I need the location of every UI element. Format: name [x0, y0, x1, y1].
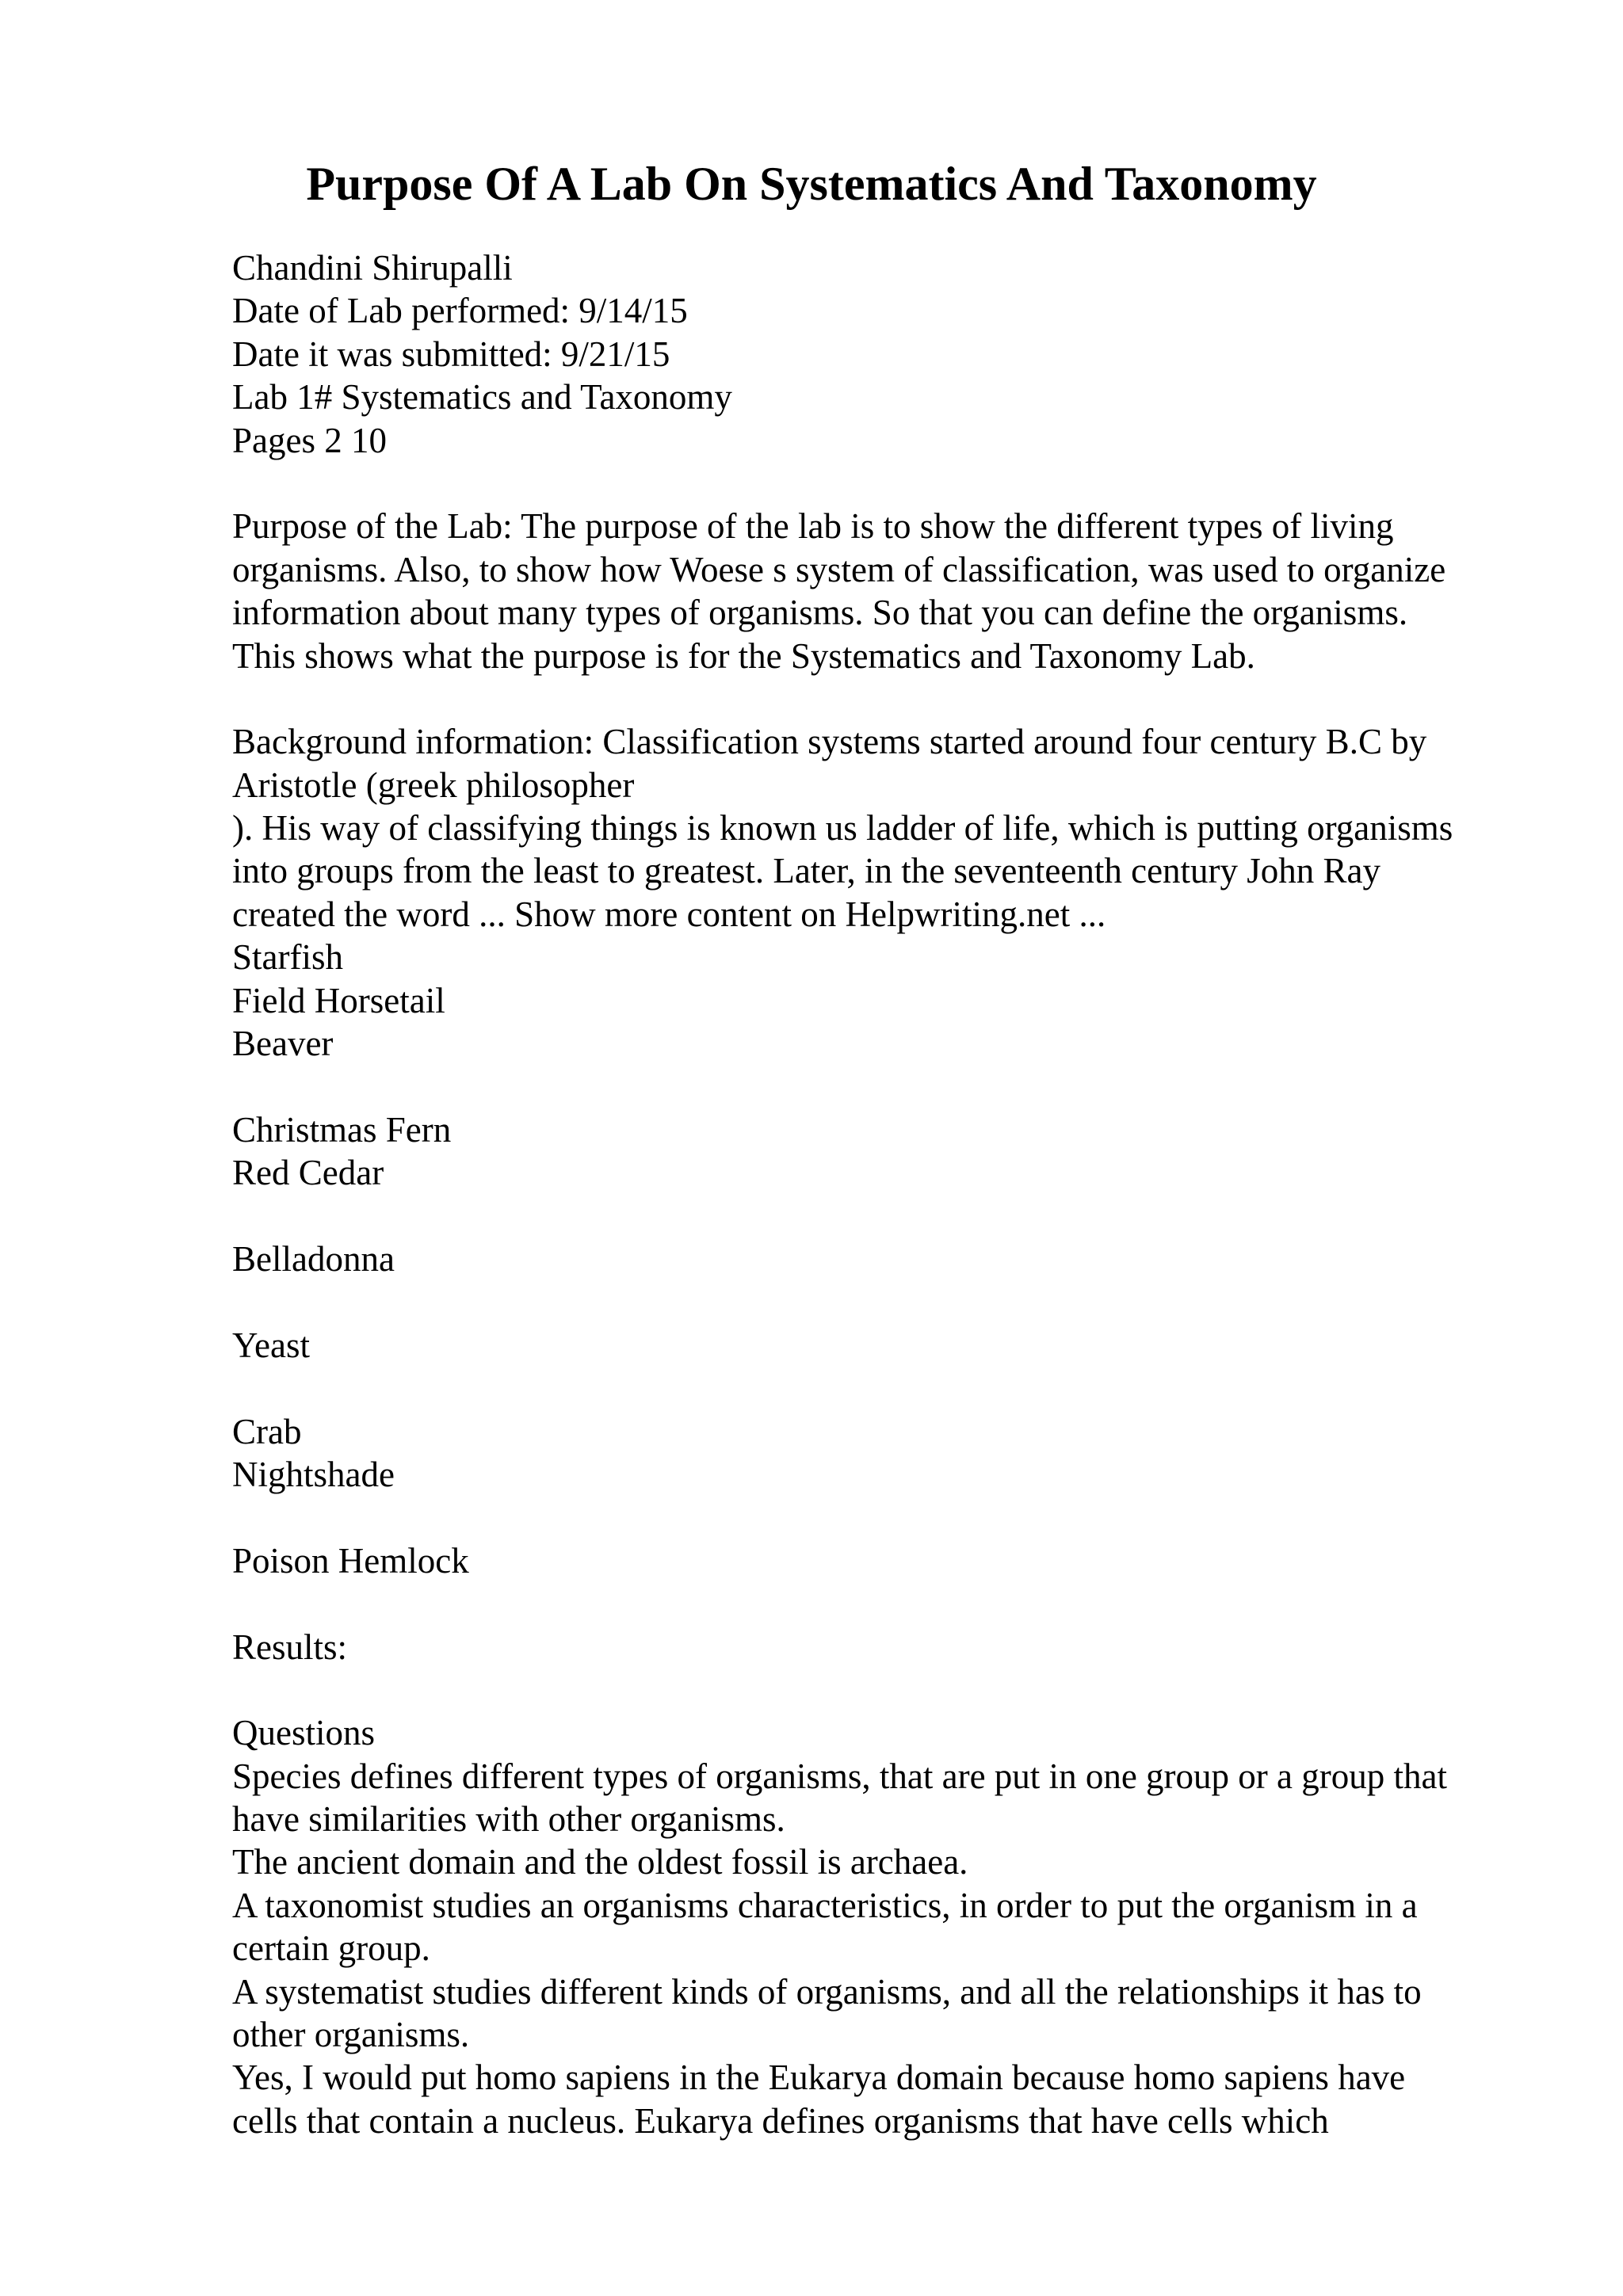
questions-heading: Questions — [232, 1713, 375, 1753]
purpose-line: organisms. Also, to show how Woese s system of classification, was used to organize — [232, 549, 1446, 589]
date-submitted-line: Date it was submitted: 9/21/15 — [232, 334, 670, 374]
blank-line — [232, 462, 1516, 505]
blank-line — [232, 1669, 1516, 1711]
answer-line: have similarities with other organisms. — [232, 1799, 785, 1840]
background-line: ). His way of classifying things is known us ladder of life, which is putting organisms — [232, 808, 1453, 849]
results-heading: Results: — [232, 1627, 348, 1667]
blank-line — [232, 1367, 1516, 1409]
author-line: Chandini Shirupalli — [232, 248, 513, 288]
answer-line: Yes, I would put homo sapiens in the Eukarya domain because homo sapiens have — [232, 2058, 1406, 2098]
organism-line: Starfish — [232, 937, 343, 978]
organism-line: Crab — [232, 1411, 302, 1451]
organism-line: Christmas Fern — [232, 1109, 452, 1150]
purpose-line: This shows what the purpose is for the Systematics and Taxonomy Lab. — [232, 635, 1255, 676]
answer-line: A taxonomist studies an organisms characteristics, in order to put the organism in a — [232, 1885, 1418, 1925]
answer-line: Species defines different types of organisms, that are put in one group or a group that — [232, 1756, 1447, 1796]
date-performed-line: Date of Lab performed: 9/14/15 — [232, 291, 688, 331]
answer-line: certain group. — [232, 1928, 430, 1969]
blank-line — [232, 1195, 1516, 1238]
blank-line — [232, 1582, 1516, 1625]
document-body — [232, 246, 1516, 2142]
organism-line: Nightshade — [232, 1454, 395, 1494]
answer-line: cells that contain a nucleus. Eukarya defines organisms that have cells which — [232, 2100, 1329, 2141]
blank-line — [232, 1280, 1516, 1323]
answer-line: The ancient domain and the oldest fossil is archaea. — [232, 1842, 968, 1882]
blank-line — [232, 1496, 1516, 1539]
document-title: Purpose Of A Lab On Systematics And Taxonomy — [306, 158, 1317, 210]
background-line: into groups from the least to greatest. Later, in the seventeenth century John Ray — [232, 851, 1381, 891]
lab-title-line: Lab 1# Systematics and Taxonomy — [232, 377, 732, 418]
organism-line: Yeast — [232, 1325, 310, 1365]
answer-line: A systematist studies different kinds of organisms, and all the relationships it has to — [232, 1971, 1422, 2012]
organism-line: Belladonna — [232, 1238, 395, 1279]
organism-line: Poison Hemlock — [232, 1540, 469, 1581]
blank-line — [232, 1065, 1516, 1108]
blank-line — [232, 677, 1516, 720]
background-line: created the word ... Show more content on Helpwriting.net ... — [232, 894, 1106, 934]
organism-line: Beaver — [232, 1024, 334, 1064]
purpose-line: information about many types of organisms. So that you can define the organisms. — [232, 593, 1408, 633]
organism-line: Red Cedar — [232, 1153, 384, 1193]
background-line: Aristotle (greek philosopher — [232, 765, 635, 805]
answer-line: other organisms. — [232, 2015, 470, 2055]
purpose-line: Purpose of the Lab: The purpose of the lab is to show the different types of living — [232, 506, 1394, 547]
pages-line: Pages 2 10 — [232, 420, 387, 460]
organism-line: Field Horsetail — [232, 980, 445, 1020]
background-line: Background information: Classification systems started around four century B.C by — [232, 722, 1427, 762]
